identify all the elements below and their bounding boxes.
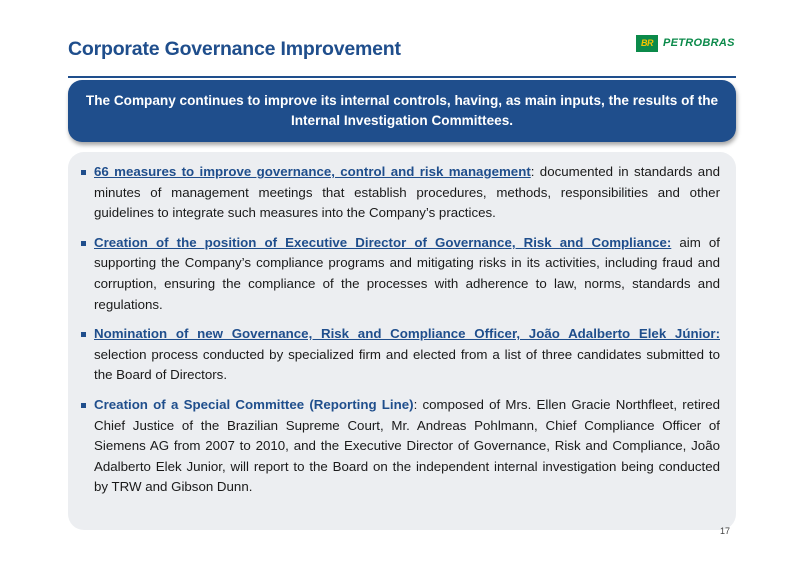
logo-mark-text: BR [641, 38, 653, 48]
bullet-heading: Creation of a Special Committee (Reporting Line) [94, 396, 414, 412]
page-number: 17 [720, 526, 731, 536]
bullet-body: aim of supporting the Company’s compliance programs and mitigating risks in its activities, including fraud and corruption, ensuring the compliance of the processes with adherence to law, norms, standards and regulations. [94, 234, 720, 312]
bullet-square-icon [81, 403, 86, 408]
banner-text: The Company continues to improve its internal controls, having, as main inputs, the results of the Internal Investigation Committees. [85, 93, 719, 128]
content-panel [68, 152, 736, 530]
slide-title: Corporate Governance Improvement [68, 38, 401, 60]
bullet-item [80, 162, 720, 224]
bullet-item [80, 233, 720, 315]
bullet-body: : composed of Mrs. Ellen Gracie Northfleet, retired Chief Justice of the Brazilian Supreme Court, Mr. Andreas Pohlmann, Chief Compliance Officer of Siemens AG from 2007 to 2010, and the Executive Director of Governance, Risk and Compliance, João Adalberto Elek Junior, will report to the Board on the independent internal investigation being conducted by TRW and Gibson Dunn. [94, 396, 721, 495]
title-divider [68, 76, 736, 78]
bullet-square-icon [81, 241, 86, 246]
summary-banner [68, 80, 736, 142]
bullet-heading: Creation of the position of Executive Director of Governance, Risk and Compliance: [94, 234, 672, 250]
br-logo-icon [636, 35, 658, 52]
bullet-item [80, 395, 720, 498]
bullet-square-icon [81, 170, 86, 175]
bullet-body: : documented in standards and minutes of management meetings that establish procedures, methods, responsibilities and other guidelines to integrate such measures into the Company’s practices. [94, 164, 720, 221]
petrobras-logo [636, 34, 735, 52]
bullet-heading: Nomination of new Governance, Risk and Compliance Officer, João Adalberto Elek Júnior: [94, 326, 720, 342]
bullet-heading: 66 measures to improve governance, control and risk management [94, 164, 531, 179]
logo-brand-text: PETROBRAS [663, 37, 735, 49]
bullet-item [80, 324, 720, 386]
bullet-square-icon [81, 332, 86, 337]
bullet-body: selection process conducted by specialized firm and elected from a list of three candidates submitted to the Board of Directors. [94, 346, 720, 383]
